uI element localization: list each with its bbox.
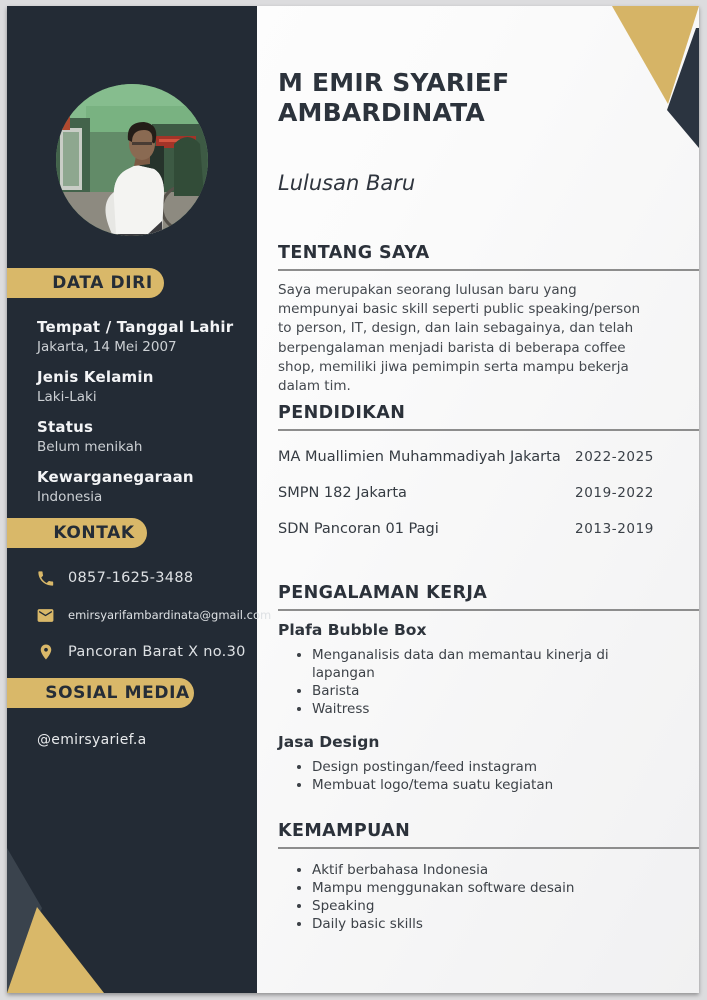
field-birth xyxy=(37,318,242,356)
field-gender xyxy=(37,368,242,406)
skill-bullet: • Daily basic skills xyxy=(312,915,659,933)
skill-bullet: • Speaking xyxy=(312,897,659,915)
school-name: SMPN 182 Jakarta xyxy=(278,485,407,502)
field-label: Jenis Kelamin xyxy=(37,368,154,386)
school-years: 2013-2019 xyxy=(575,521,654,538)
kontak-title: KONTAK xyxy=(53,523,135,543)
field-value: Indonesia xyxy=(37,489,103,505)
section-title-kemampuan: KEMAMPUAN xyxy=(278,820,699,849)
education-row xyxy=(278,485,654,500)
job-bullet: • Waitress xyxy=(312,700,659,718)
education-list xyxy=(278,449,699,536)
sosial-media-title: SOSIAL MEDIA xyxy=(45,683,190,703)
skill-bullet: • Aktif berbahasa Indonesia xyxy=(312,861,659,879)
location-icon xyxy=(35,642,56,663)
page-title: M EMIR SYARIEF AMBARDINATA xyxy=(278,68,510,127)
skill-bullet: • Mampu menggunakan software desain xyxy=(312,879,659,897)
job-bullet: • Membuat logo/tema suatu kegiatan xyxy=(312,776,659,794)
job-title: Plafa Bubble Box xyxy=(278,621,427,640)
about-paragraph: Saya merupakan seorang lulusan baru yang mempunyai basic skill seperti public speaking/person to person, IT, design, dan lain sebagainya, dan telah berpengalaman menjadi barista di beberapa coffee shop, memiliki jiwa pemimpin serta mampu bekerja dalam tim. xyxy=(278,282,641,395)
section-title-pendidikan: PENDIDIKAN xyxy=(278,402,699,431)
email-address: emirsyarifambardinata@gmail.com xyxy=(68,608,272,622)
corner-decoration-bottom-left xyxy=(7,833,127,993)
job-bullet: • Design postingan/feed instagram xyxy=(312,758,659,776)
skills-list xyxy=(278,861,699,933)
phone-number: 0857-1625-3488 xyxy=(68,570,194,586)
job-bullet: • Barista xyxy=(312,682,659,700)
job-bullet-list xyxy=(278,758,699,794)
cv-sheet xyxy=(7,6,699,993)
contact-list xyxy=(35,566,272,677)
sidebar xyxy=(7,6,272,993)
job-bullet-list xyxy=(278,646,699,718)
data-diri-fields xyxy=(37,318,242,518)
social-handle: @emirsyarief.a xyxy=(37,732,147,748)
field-label: Status xyxy=(37,418,94,436)
school-name: SDN Pancoran 01 Pagi xyxy=(278,521,439,538)
sosial-media-section-header xyxy=(7,678,194,708)
phone-icon xyxy=(35,568,56,589)
profile-photo-illustration xyxy=(56,84,208,236)
field-status xyxy=(37,418,242,456)
data-diri-section-header xyxy=(7,268,164,298)
contact-email xyxy=(35,603,272,627)
main-content xyxy=(257,6,699,993)
contact-phone xyxy=(35,566,250,590)
kontak-section-header xyxy=(7,518,147,548)
data-diri-title: DATA DIRI xyxy=(52,273,153,293)
school-name: MA Muallimien Muhammadiyah Jakarta xyxy=(278,449,561,466)
field-label: Kewarganegaraan xyxy=(37,468,194,486)
field-nationality xyxy=(37,468,242,506)
education-row xyxy=(278,449,654,464)
subtitle: Lulusan Baru xyxy=(278,171,416,195)
education-row xyxy=(278,521,654,536)
field-value: Belum menikah xyxy=(37,439,143,455)
section-title-pengalaman-kerja: PENGALAMAN KERJA xyxy=(278,582,699,611)
field-value: Jakarta, 14 Mei 2007 xyxy=(37,339,177,355)
field-label: Tempat / Tanggal Lahir xyxy=(37,318,234,336)
mail-icon xyxy=(35,605,56,626)
school-years: 2019-2022 xyxy=(575,485,654,502)
profile-photo xyxy=(56,84,208,236)
school-years: 2022-2025 xyxy=(575,449,654,466)
field-value: Laki-Laki xyxy=(37,389,97,405)
contact-address xyxy=(35,640,250,664)
job-bullet: • Menganalisis data dan memantau kinerja di lapangan xyxy=(312,646,659,682)
section-title-tentang-saya: TENTANG SAYA xyxy=(278,242,699,271)
job-title: Jasa Design xyxy=(278,733,380,752)
address-text: Pancoran Barat X no.30 xyxy=(68,644,246,660)
